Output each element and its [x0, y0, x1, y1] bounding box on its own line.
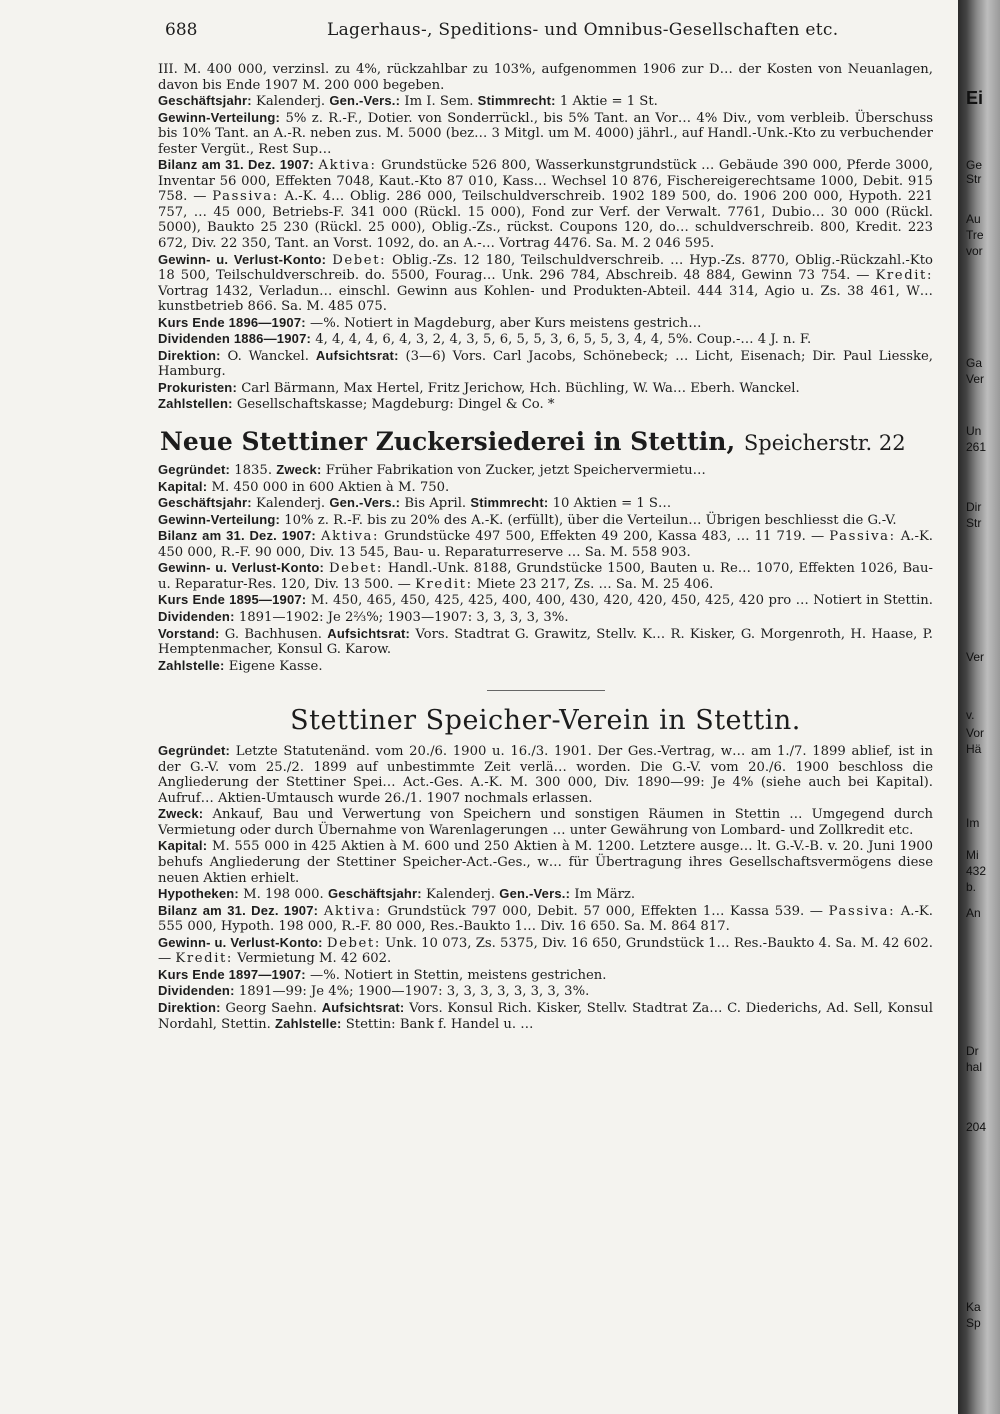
margin-fragment: Ei: [966, 88, 984, 108]
purpose: Zweck: Ankauf, Bau und Verwertung von Speichern und sonstigen Räumen in Stettin … Umgegend durch Vermietung oder durch Übernahme von Warenlagerungen … unter Gewährung von Lombard- und Zollkredit etc.: [158, 806, 933, 838]
section-divider: [487, 690, 605, 691]
founding-purpose: Gegründet: 1835. Zweck: Früher Fabrikation von Zucker, jetzt Speichervermietu…: [158, 462, 706, 479]
balance-sheet: Bilanz am 31. Dez. 1907: Aktiva: Grundstücke 497 500, Effekten 49 200, Kassa 483, … 11 719. — Passiva: A.-K. 450 000, R.-F. 90 000, Div. 13 545, Bau- u. Reparaturreserve … Sa. M. 558 903.: [158, 528, 933, 560]
running-title: Lagerhaus-, Speditions- und Omnibus-Gesellschaften etc.: [327, 20, 839, 40]
company-title: Stettiner Speicher-Verein in Stettin.: [290, 705, 801, 737]
margin-fragment: vor: [966, 244, 983, 258]
intro-paragraph: III. M. 400 000, verzinsl. zu 4%, rückzahlbar zu 103%, aufgenommen 1906 zur D… der Kosten von Neuanlagen, davon bis Ende 1907 M. 200 000 begeben.: [158, 62, 933, 93]
balance-sheet: Bilanz am 31. Dez. 1907: Aktiva: Grundstück 797 000, Debit. 57 000, Effekten 1… Kassa 539. — Passiva: A.-K. 555 000, Hypoth. 198 000, R.-F. 80 000, Res.-Baukto 1… Div. 16 650. Sa. M. 864 817.: [158, 902, 933, 935]
margin-fragment: Sp: [966, 1316, 981, 1330]
margin-fragment: Dir: [966, 500, 982, 514]
capital: Kapital: M. 450 000 in 600 Aktien à M. 750.: [158, 478, 450, 495]
entry-stettiner-speicher-verein: [158, 705, 933, 1033]
dividends: Dividenden: 1891—99: Je 4%; 1900—1907: 3, 3, 3, 3, 3, 3, 3, 3%.: [158, 983, 590, 1000]
management-board: Direktion: O. Wanckel. Aufsichtsrat: (3—6) Vors. Carl Jacobs, Schönebeck; … Licht, Eisenach; Dir. Paul Liesske, Hamburg.: [158, 347, 933, 380]
paying-agent: Zahlstelle: Eigene Kasse.: [158, 657, 323, 674]
margin-fragment: v.: [966, 708, 975, 722]
capital: Kapital: M. 555 000 in 425 Aktien à M. 600 und 250 Aktien à M. 1200. Letztere ausge… lt. G.-V.-B. v. 20. Juni 1900 behufs Angliederung der Stettiner Speicher-Act.-Ges., w… für Übertragung ihres Gesellschaftsvermögens diese neuen Aktien erhielt.: [158, 838, 933, 886]
margin-fragment: 204: [966, 1120, 987, 1134]
profit-loss-account: Gewinn- u. Verlust-Konto: Debet: Unk. 10 073, Zs. 5375, Div. 16 650, Grundstück 1… Res.-Baukto 4. Sa. M. 42 602. — Kredit: Vermietung M. 42 602.: [158, 934, 933, 967]
profit-loss-account: Gewinn- u. Verlust-Konto: Debet: Oblig.-Zs. 12 180, Teilschuldverschreib. … Hyp.-Zs. 8770, Oblig.-Rückzahl.-Kto 18 500, Teilschuldverschreib. do. 5500, Fourag… Unk. 296 784, Abschreib. 48 884, Gewinn 73 754. — Kredit: Vortrag 1432, Verladun… einschl. Gewinn aus Kohlen- und Produkten-Abteil. 444 314, Agio u. Zs. 38 461, W… kunstbetrieb 866. Sa. M. 485 075.: [158, 251, 933, 315]
profit-loss-account: Gewinn- u. Verlust-Konto: Debet: Handl.-Unk. 8188, Grundstücke 1500, Bauten u. Re… 1070, Effekten 1026, Bau- u. Reparatur-Res. 120, Div. 13 500. — Kredit: Miete 23 217, Zs. … Sa. M. 25 406.: [158, 560, 933, 592]
business-year-line: Geschäftsjahr: Kalenderj. Gen.-Vers.: Im I. Sem. Stimmrecht: 1 Aktie = 1 St.: [158, 93, 658, 110]
margin-fragment: Ga: [966, 356, 983, 370]
page-number: 688: [165, 20, 198, 40]
dividends: Dividenden 1886—1907: 4, 4, 4, 4, 6, 4, 3, 2, 4, 3, 5, 6, 5, 5, 3, 6, 5, 5, 3, 4, 4, 5%. Coup.-… 4 J. n. F.: [158, 331, 812, 348]
margin-fragment: Ver: [966, 372, 985, 386]
margin-fragment: Vor: [966, 726, 985, 740]
business-year-line: Geschäftsjahr: Kalenderj. Gen.-Vers.: Bis April. Stimmrecht: 10 Aktien = 1 S…: [158, 495, 672, 512]
margin-fragment: hal: [966, 1060, 983, 1074]
margin-fragment: Tre: [966, 228, 984, 242]
margin-fragment: Ka: [966, 1300, 981, 1314]
margin-fragment: Un: [966, 424, 982, 438]
margin-fragment: Im: [966, 816, 980, 830]
mortgages-business-year: Hypotheken: M. 198 000. Geschäftsjahr: Kalenderj. Gen.-Vers.: Im März.: [158, 886, 636, 903]
margin-fragment: 261: [966, 440, 987, 454]
profit-distribution: Gewinn-Verteilung: 5% z. R.-F., Dotier. von Sonderrückl., bis 5% Tant. an Vor… 4% Div., vom verbleib. Überschuss bis 10% Tant. an A.-R. neben zus. M. 5000 (bez… 3 Mitgl. um M. 4000) jährl., auf Handl.-Unk.-Kto zu verbuchender fester Vergüt., Rest Sup…: [158, 109, 933, 157]
page-content: [158, 62, 933, 1402]
company-title: Neue Stettiner Zuckersiederei in Stettin, Speicherstr. 22: [160, 427, 906, 457]
share-price-dividends: Kurs Ende 1895—1907: M. 450, 465, 450, 425, 425, 400, 400, 430, 420, 420, 450, 425, 420 pro … Notiert in Stettin. Dividenden: 1891—1902: Je 2⅔%; 1903—1907: 3, 3, 3, 3, 3%.: [158, 592, 933, 625]
margin-fragment: Dr: [966, 1044, 979, 1058]
margin-fragment: Hä: [966, 742, 982, 756]
margin-fragment: Au: [966, 212, 981, 226]
founding: Gegründet: Letzte Statutenänd. vom 20./6. 1900 u. 16./3. 1901. Der Ges.-Vertrag, w… am 1./7. 1899 ablief, ist in der G.-V. vom 25./2. 1899 auf unbestimmte Zeit verlä… worden. Die G.-V. vom 20./6. 1900 beschloss die Angliederung der Stettiner Spei… Act.-Ges. A.-K. M. 300 000, Div. 1890—99: Je 4% (siehe auch bei Kapital). Aufruf… Aktien-Umtausch wurde 26./1. 1907 nochmals erlassen.: [158, 743, 933, 806]
margin-fragment: 432: [966, 864, 987, 878]
entry-neue-stettiner-zuckersiederei: [158, 427, 933, 674]
paying-agents: Zahlstellen: Gesellschaftskasse; Magdeburg: Dingel & Co. *: [158, 396, 555, 413]
company-address: Speicherstr. 22: [743, 431, 906, 456]
board: Vorstand: G. Bachhusen. Aufsichtsrat: Vors. Stadtrat G. Grawitz, Stellv. K… R. Kisker, G. Morgenroth, H. Haase, P. Hemptenmacher, Konsul G. Karow.: [158, 625, 933, 658]
margin-fragment: Ge: [966, 158, 983, 172]
share-price: Kurs Ende 1896—1907: —%. Notiert in Magdeburg, aber Kurs meistens gestrich…: [158, 314, 702, 331]
margin-fragment: An: [966, 906, 981, 920]
authorized-officers: Prokuristen: Carl Bärmann, Max Hertel, Fritz Jerichow, Hch. Büchling, W. Wa… Eberh. Wanckel.: [158, 379, 800, 396]
margin-fragment: Ver: [966, 650, 985, 664]
page-header: [165, 18, 935, 46]
balance-sheet: Bilanz am 31. Dez. 1907: Aktiva: Grundstücke 526 800, Wasserkunstgrundstück … Gebäude 390 000, Pferde 3000, Inventar 56 000, Effekten 7048, Kaut.-Kto 87 010, Kass… Wechsel 10 876, Fischereigerechtsame 1000, Debit. 915 758. — Passiva: A.-K. 4… Oblig. 286 000, Teilschuldverschreib. 1902 189 500, do. 1906 200 000, Hypoth. 221 757, … 45 000, Betriebs-F. 341 000 (Rückl. 15 000), Fond zur Verf. der Verwalt. 7761, Dubio… 30 000 (Rückl. 5000), Baukto 25 230 (Rückl. 25 000), Oblig.-Zs., rückst. Coupons 120, do… schuldverschreib. 800, Kredit. 223 672, Div. 22 350, Tant. an Vorst. 1092, do. an A.-… Vortrag 4476. Sa. M. 2 046 595.: [158, 157, 933, 252]
margin-fragment: b.: [966, 880, 977, 894]
share-price: Kurs Ende 1897—1907: —%. Notiert in Stettin, meistens gestrichen.: [158, 966, 607, 983]
margin-fragment: Str: [966, 172, 982, 186]
margin-fragment: Str: [966, 516, 982, 530]
entry-continued: [158, 62, 933, 413]
margin-fragment: Mi: [966, 848, 979, 862]
profit-distribution: Gewinn-Verteilung: 10% z. R.-F. bis zu 20% des A.-K. (erfüllt), über die Verteilun… Übrigen beschliesst die G.-V.: [158, 511, 897, 528]
management-board: Direktion: Georg Saehn. Aufsichtsrat: Vors. Konsul Rich. Kisker, Stellv. Stadtrat Za… C. Diederichs, Ad. Sell, Konsul Nordahl, Stettin. Zahlstelle: Stettin: Bank f. Handel u. …: [158, 999, 933, 1033]
